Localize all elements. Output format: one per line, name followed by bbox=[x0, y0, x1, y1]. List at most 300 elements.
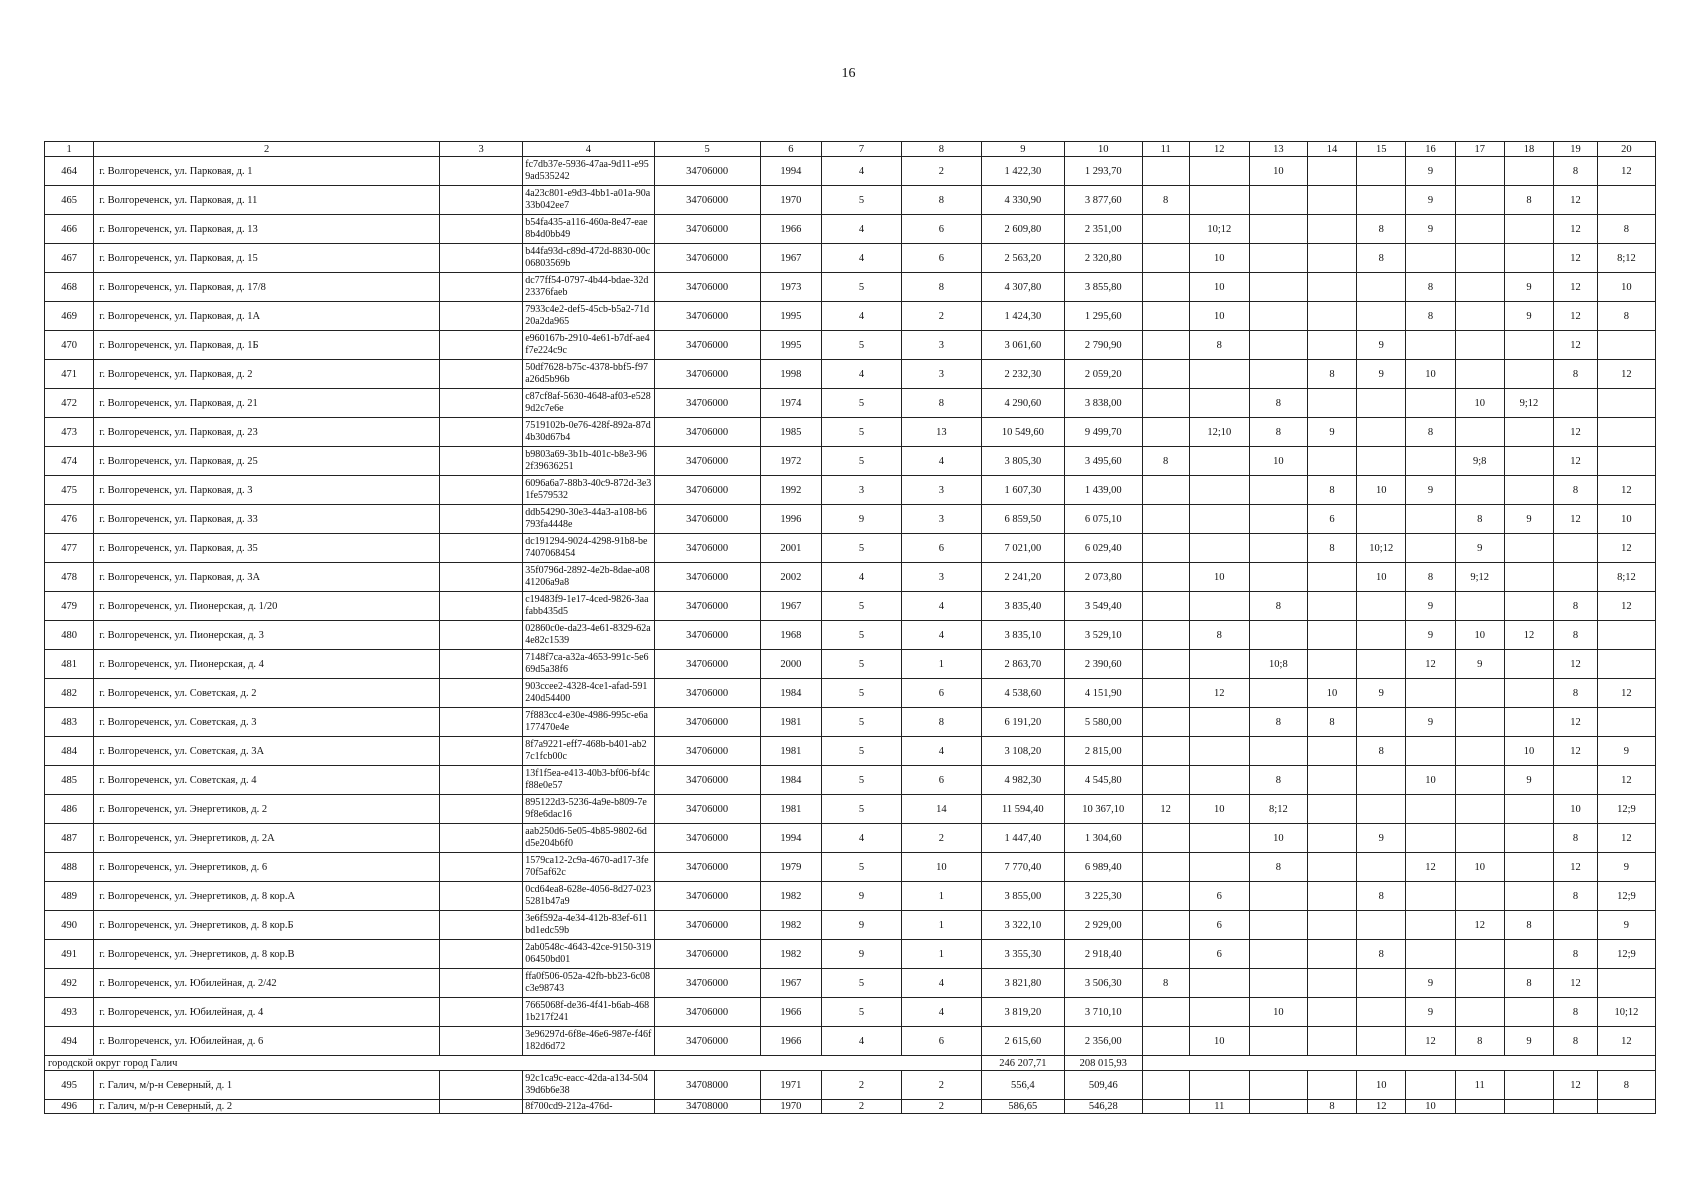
col-12-cell bbox=[1189, 766, 1249, 795]
fias-guid-cell: 7148f7ca-a32a-4653-991c-5e669d5a38f6 bbox=[523, 650, 654, 679]
year-built-cell: 1981 bbox=[760, 708, 821, 737]
col-11-cell bbox=[1142, 331, 1189, 360]
col-15-cell: 8 bbox=[1357, 940, 1406, 969]
col-16-cell: 9 bbox=[1406, 621, 1455, 650]
col-3-cell bbox=[440, 998, 523, 1027]
col-19-cell: 8 bbox=[1554, 882, 1598, 911]
col-14-cell: 8 bbox=[1307, 708, 1356, 737]
floors-cell: 5 bbox=[822, 766, 902, 795]
column-number-header: 9 bbox=[981, 142, 1064, 157]
row-number-cell: 478 bbox=[45, 563, 94, 592]
col-18-cell bbox=[1504, 534, 1553, 563]
col-13-cell bbox=[1249, 331, 1307, 360]
living-area-cell: 3 529,10 bbox=[1064, 621, 1142, 650]
entrances-cell: 6 bbox=[901, 244, 981, 273]
row-number-cell: 471 bbox=[45, 360, 94, 389]
col-16-cell: 9 bbox=[1406, 708, 1455, 737]
col-18-cell bbox=[1504, 476, 1553, 505]
fias-guid-cell: 50df7628-b75c-4378-bbf5-f97a26d5b96b bbox=[523, 360, 654, 389]
oktmo-code-cell: 34706000 bbox=[654, 505, 760, 534]
address-cell: г. Волгореченск, ул. Советская, д. 2 bbox=[94, 679, 440, 708]
total-area-cell: 2 241,20 bbox=[981, 563, 1064, 592]
table-row bbox=[45, 592, 1656, 621]
col-17-cell bbox=[1455, 186, 1504, 215]
oktmo-code-cell: 34708000 bbox=[654, 1071, 760, 1100]
oktmo-code-cell: 34706000 bbox=[654, 795, 760, 824]
col-18-cell bbox=[1504, 1100, 1553, 1114]
col-13-cell: 10 bbox=[1249, 447, 1307, 476]
col-20-cell: 12 bbox=[1597, 476, 1655, 505]
floors-cell: 9 bbox=[822, 940, 902, 969]
total-area-cell: 3 819,20 bbox=[981, 998, 1064, 1027]
col-11-cell bbox=[1142, 766, 1189, 795]
col-19-cell: 12 bbox=[1554, 447, 1598, 476]
col-20-cell: 10 bbox=[1597, 505, 1655, 534]
living-area-cell: 9 499,70 bbox=[1064, 418, 1142, 447]
year-built-cell: 1967 bbox=[760, 592, 821, 621]
col-16-cell: 8 bbox=[1406, 418, 1455, 447]
col-11-cell bbox=[1142, 824, 1189, 853]
living-area-cell: 2 918,40 bbox=[1064, 940, 1142, 969]
col-3-cell bbox=[440, 795, 523, 824]
living-area-cell: 1 295,60 bbox=[1064, 302, 1142, 331]
col-19-cell: 10 bbox=[1554, 795, 1598, 824]
col-13-cell bbox=[1249, 563, 1307, 592]
total-area-cell: 3 805,30 bbox=[981, 447, 1064, 476]
col-17-cell bbox=[1455, 766, 1504, 795]
col-12-cell bbox=[1189, 853, 1249, 882]
fias-guid-cell: 903ccee2-4328-4ce1-afad-591240d54400 bbox=[523, 679, 654, 708]
oktmo-code-cell: 34706000 bbox=[654, 447, 760, 476]
col-12-cell bbox=[1189, 708, 1249, 737]
column-number-header: 4 bbox=[523, 142, 654, 157]
col-18-cell bbox=[1504, 650, 1553, 679]
col-17-cell: 10 bbox=[1455, 853, 1504, 882]
oktmo-code-cell: 34706000 bbox=[654, 563, 760, 592]
entrances-cell: 8 bbox=[901, 186, 981, 215]
entrances-cell: 3 bbox=[901, 505, 981, 534]
fias-guid-cell: 92c1ca9c-eacc-42da-a134-50439d6b6e38 bbox=[523, 1071, 654, 1100]
living-area-cell: 2 390,60 bbox=[1064, 650, 1142, 679]
col-14-cell bbox=[1307, 563, 1356, 592]
row-number-cell: 481 bbox=[45, 650, 94, 679]
col-20-cell: 12 bbox=[1597, 766, 1655, 795]
total-area-cell: 1 447,40 bbox=[981, 824, 1064, 853]
col-19-cell bbox=[1554, 563, 1598, 592]
oktmo-code-cell: 34706000 bbox=[654, 737, 760, 766]
total-area-cell: 10 549,60 bbox=[981, 418, 1064, 447]
living-area-cell: 3 855,80 bbox=[1064, 273, 1142, 302]
year-built-cell: 1972 bbox=[760, 447, 821, 476]
col-12-cell bbox=[1189, 157, 1249, 186]
address-cell: г. Галич, м/р-н Северный, д. 1 bbox=[94, 1071, 440, 1100]
col-11-cell bbox=[1142, 911, 1189, 940]
living-area-cell: 4 151,90 bbox=[1064, 679, 1142, 708]
col-16-cell: 10 bbox=[1406, 766, 1455, 795]
col-13-cell: 10 bbox=[1249, 824, 1307, 853]
col-13-cell bbox=[1249, 969, 1307, 998]
col-12-cell bbox=[1189, 1071, 1249, 1100]
oktmo-code-cell: 34706000 bbox=[654, 1027, 760, 1056]
fias-guid-cell: 3e6f592a-4e34-412b-83ef-611bd1edc59b bbox=[523, 911, 654, 940]
col-16-cell bbox=[1406, 882, 1455, 911]
col-17-cell: 10 bbox=[1455, 389, 1504, 418]
col-16-cell bbox=[1406, 505, 1455, 534]
living-area-cell: 5 580,00 bbox=[1064, 708, 1142, 737]
floors-cell: 9 bbox=[822, 911, 902, 940]
floors-cell: 2 bbox=[822, 1071, 902, 1100]
floors-cell: 4 bbox=[822, 302, 902, 331]
oktmo-code-cell: 34706000 bbox=[654, 331, 760, 360]
oktmo-code-cell: 34708000 bbox=[654, 1100, 760, 1114]
entrances-cell: 10 bbox=[901, 853, 981, 882]
table-row bbox=[45, 737, 1656, 766]
table-row bbox=[45, 621, 1656, 650]
col-11-cell bbox=[1142, 418, 1189, 447]
col-20-cell bbox=[1597, 447, 1655, 476]
col-13-cell: 10 bbox=[1249, 157, 1307, 186]
oktmo-code-cell: 34706000 bbox=[654, 418, 760, 447]
floors-cell: 4 bbox=[822, 157, 902, 186]
table-row bbox=[45, 998, 1656, 1027]
floors-cell: 5 bbox=[822, 418, 902, 447]
col-12-cell: 11 bbox=[1189, 1100, 1249, 1114]
entrances-cell: 3 bbox=[901, 476, 981, 505]
living-area-cell: 6 989,40 bbox=[1064, 853, 1142, 882]
col-17-cell: 9;8 bbox=[1455, 447, 1504, 476]
total-area-cell: 3 835,10 bbox=[981, 621, 1064, 650]
col-15-cell: 10 bbox=[1357, 563, 1406, 592]
total-area-cell: 1 607,30 bbox=[981, 476, 1064, 505]
col-20-cell: 8;12 bbox=[1597, 244, 1655, 273]
col-12-cell bbox=[1189, 505, 1249, 534]
year-built-cell: 2001 bbox=[760, 534, 821, 563]
col-12-cell bbox=[1189, 969, 1249, 998]
col-19-cell: 8 bbox=[1554, 824, 1598, 853]
year-built-cell: 1970 bbox=[760, 1100, 821, 1114]
col-20-cell bbox=[1597, 621, 1655, 650]
oktmo-code-cell: 34706000 bbox=[654, 186, 760, 215]
address-cell: г. Волгореченск, ул. Парковая, д. 23 bbox=[94, 418, 440, 447]
col-16-cell bbox=[1406, 389, 1455, 418]
floors-cell: 2 bbox=[822, 1100, 902, 1114]
floors-cell: 5 bbox=[822, 969, 902, 998]
oktmo-code-cell: 34706000 bbox=[654, 592, 760, 621]
entrances-cell: 6 bbox=[901, 1027, 981, 1056]
year-built-cell: 1982 bbox=[760, 911, 821, 940]
col-16-cell: 8 bbox=[1406, 563, 1455, 592]
col-18-cell bbox=[1504, 998, 1553, 1027]
row-number-cell: 469 bbox=[45, 302, 94, 331]
fias-guid-cell: 3e96297d-6f8e-46e6-987e-f46f182d6d72 bbox=[523, 1027, 654, 1056]
oktmo-code-cell: 34706000 bbox=[654, 534, 760, 563]
total-area-cell: 4 330,90 bbox=[981, 186, 1064, 215]
row-number-cell: 473 bbox=[45, 418, 94, 447]
fias-guid-cell: ffa0f506-052a-42fb-bb23-6c08c3e98743 bbox=[523, 969, 654, 998]
col-17-cell bbox=[1455, 592, 1504, 621]
floors-cell: 5 bbox=[822, 853, 902, 882]
col-12-cell: 10 bbox=[1189, 244, 1249, 273]
col-14-cell bbox=[1307, 969, 1356, 998]
living-area-cell: 3 710,10 bbox=[1064, 998, 1142, 1027]
col-19-cell: 12 bbox=[1554, 969, 1598, 998]
col-20-cell bbox=[1597, 969, 1655, 998]
col-14-cell bbox=[1307, 824, 1356, 853]
col-20-cell: 12;9 bbox=[1597, 940, 1655, 969]
col-15-cell bbox=[1357, 911, 1406, 940]
col-18-cell bbox=[1504, 882, 1553, 911]
col-15-cell bbox=[1357, 389, 1406, 418]
col-16-cell: 9 bbox=[1406, 998, 1455, 1027]
col-18-cell: 8 bbox=[1504, 911, 1553, 940]
col-13-cell bbox=[1249, 215, 1307, 244]
row-number-cell: 476 bbox=[45, 505, 94, 534]
col-16-cell: 10 bbox=[1406, 1100, 1455, 1114]
entrances-cell: 4 bbox=[901, 592, 981, 621]
address-cell: г. Волгореченск, ул. Парковая, д. 25 bbox=[94, 447, 440, 476]
living-area-cell: 3 549,40 bbox=[1064, 592, 1142, 621]
total-area-cell: 2 563,20 bbox=[981, 244, 1064, 273]
entrances-cell: 8 bbox=[901, 273, 981, 302]
address-cell: г. Волгореченск, ул. Энергетиков, д. 8 кор.А bbox=[94, 882, 440, 911]
col-19-cell bbox=[1554, 389, 1598, 418]
col-11-cell: 12 bbox=[1142, 795, 1189, 824]
table-row bbox=[45, 824, 1656, 853]
col-13-cell bbox=[1249, 476, 1307, 505]
column-number-header: 5 bbox=[654, 142, 760, 157]
floors-cell: 5 bbox=[822, 795, 902, 824]
column-number-header: 18 bbox=[1504, 142, 1553, 157]
col-13-cell: 8 bbox=[1249, 708, 1307, 737]
living-area-cell: 3 877,60 bbox=[1064, 186, 1142, 215]
floors-cell: 5 bbox=[822, 534, 902, 563]
col-3-cell bbox=[440, 302, 523, 331]
col-3-cell bbox=[440, 534, 523, 563]
column-number-header: 17 bbox=[1455, 142, 1504, 157]
table-row bbox=[45, 476, 1656, 505]
col-15-cell bbox=[1357, 592, 1406, 621]
col-20-cell bbox=[1597, 186, 1655, 215]
col-3-cell bbox=[440, 621, 523, 650]
col-19-cell bbox=[1554, 534, 1598, 563]
col-15-cell: 12 bbox=[1357, 1100, 1406, 1114]
col-19-cell: 8 bbox=[1554, 592, 1598, 621]
year-built-cell: 1967 bbox=[760, 969, 821, 998]
col-20-cell: 12 bbox=[1597, 679, 1655, 708]
col-13-cell: 8 bbox=[1249, 592, 1307, 621]
row-number-cell: 490 bbox=[45, 911, 94, 940]
group-empty-cells bbox=[1142, 1056, 1655, 1071]
col-19-cell: 12 bbox=[1554, 302, 1598, 331]
total-area-cell: 586,65 bbox=[981, 1100, 1064, 1114]
col-11-cell: 8 bbox=[1142, 186, 1189, 215]
total-area-cell: 7 021,00 bbox=[981, 534, 1064, 563]
col-12-cell bbox=[1189, 737, 1249, 766]
col-13-cell: 8 bbox=[1249, 853, 1307, 882]
column-number-header: 7 bbox=[822, 142, 902, 157]
col-20-cell bbox=[1597, 708, 1655, 737]
column-number-header: 10 bbox=[1064, 142, 1142, 157]
col-20-cell: 8;12 bbox=[1597, 563, 1655, 592]
address-cell: г. Волгореченск, ул. Парковая, д. 15 bbox=[94, 244, 440, 273]
col-18-cell: 9 bbox=[1504, 505, 1553, 534]
row-number-cell: 494 bbox=[45, 1027, 94, 1056]
col-13-cell bbox=[1249, 679, 1307, 708]
oktmo-code-cell: 34706000 bbox=[654, 882, 760, 911]
col-11-cell bbox=[1142, 940, 1189, 969]
col-12-cell: 10 bbox=[1189, 302, 1249, 331]
col-11-cell bbox=[1142, 157, 1189, 186]
col-14-cell bbox=[1307, 882, 1356, 911]
col-18-cell bbox=[1504, 1071, 1553, 1100]
col-16-cell: 12 bbox=[1406, 1027, 1455, 1056]
col-13-cell bbox=[1249, 940, 1307, 969]
col-15-cell bbox=[1357, 708, 1406, 737]
col-20-cell bbox=[1597, 650, 1655, 679]
fias-guid-cell: 7933c4e2-def5-45cb-b5a2-71d20a2da965 bbox=[523, 302, 654, 331]
floors-cell: 3 bbox=[822, 476, 902, 505]
floors-cell: 4 bbox=[822, 824, 902, 853]
fias-guid-cell: 02860c0e-da23-4e61-8329-62a4e82c1539 bbox=[523, 621, 654, 650]
row-number-cell: 470 bbox=[45, 331, 94, 360]
col-11-cell: 8 bbox=[1142, 969, 1189, 998]
address-cell: г. Волгореченск, ул. Парковая, д. 1 bbox=[94, 157, 440, 186]
col-15-cell: 9 bbox=[1357, 824, 1406, 853]
col-16-cell: 9 bbox=[1406, 215, 1455, 244]
col-20-cell: 8 bbox=[1597, 1071, 1655, 1100]
col-20-cell bbox=[1597, 418, 1655, 447]
col-16-cell bbox=[1406, 737, 1455, 766]
row-number-cell: 493 bbox=[45, 998, 94, 1027]
col-3-cell bbox=[440, 418, 523, 447]
floors-cell: 4 bbox=[822, 215, 902, 244]
entrances-cell: 3 bbox=[901, 360, 981, 389]
col-19-cell: 8 bbox=[1554, 1027, 1598, 1056]
col-14-cell: 8 bbox=[1307, 534, 1356, 563]
entrances-cell: 4 bbox=[901, 737, 981, 766]
col-17-cell bbox=[1455, 157, 1504, 186]
year-built-cell: 1996 bbox=[760, 505, 821, 534]
col-17-cell: 10 bbox=[1455, 621, 1504, 650]
col-11-cell bbox=[1142, 708, 1189, 737]
col-14-cell bbox=[1307, 795, 1356, 824]
col-20-cell bbox=[1597, 389, 1655, 418]
row-number-cell: 477 bbox=[45, 534, 94, 563]
oktmo-code-cell: 34706000 bbox=[654, 621, 760, 650]
col-20-cell: 12 bbox=[1597, 157, 1655, 186]
col-14-cell bbox=[1307, 157, 1356, 186]
floors-cell: 5 bbox=[822, 186, 902, 215]
total-area-cell: 2 609,80 bbox=[981, 215, 1064, 244]
col-16-cell bbox=[1406, 1071, 1455, 1100]
row-number-cell: 472 bbox=[45, 389, 94, 418]
table-row bbox=[45, 1027, 1656, 1056]
table-row bbox=[45, 273, 1656, 302]
col-17-cell bbox=[1455, 824, 1504, 853]
col-3-cell bbox=[440, 389, 523, 418]
row-number-cell: 484 bbox=[45, 737, 94, 766]
col-16-cell: 10 bbox=[1406, 360, 1455, 389]
col-17-cell bbox=[1455, 882, 1504, 911]
col-19-cell: 12 bbox=[1554, 737, 1598, 766]
total-area-cell: 556,4 bbox=[981, 1071, 1064, 1100]
row-number-cell: 475 bbox=[45, 476, 94, 505]
col-11-cell bbox=[1142, 302, 1189, 331]
row-number-cell: 468 bbox=[45, 273, 94, 302]
col-3-cell bbox=[440, 476, 523, 505]
col-3-cell bbox=[440, 911, 523, 940]
table-row bbox=[45, 766, 1656, 795]
living-area-cell: 3 838,00 bbox=[1064, 389, 1142, 418]
group-label: городской округ город Галич bbox=[45, 1056, 982, 1071]
oktmo-code-cell: 34706000 bbox=[654, 273, 760, 302]
col-15-cell bbox=[1357, 157, 1406, 186]
year-built-cell: 1981 bbox=[760, 795, 821, 824]
row-number-cell: 485 bbox=[45, 766, 94, 795]
year-built-cell: 1994 bbox=[760, 157, 821, 186]
col-12-cell bbox=[1189, 534, 1249, 563]
col-18-cell bbox=[1504, 563, 1553, 592]
living-area-cell: 6 075,10 bbox=[1064, 505, 1142, 534]
row-number-cell: 474 bbox=[45, 447, 94, 476]
col-3-cell bbox=[440, 1027, 523, 1056]
table-row bbox=[45, 679, 1656, 708]
col-17-cell: 11 bbox=[1455, 1071, 1504, 1100]
row-number-cell: 483 bbox=[45, 708, 94, 737]
oktmo-code-cell: 34706000 bbox=[654, 650, 760, 679]
total-area-cell: 2 232,30 bbox=[981, 360, 1064, 389]
col-11-cell bbox=[1142, 737, 1189, 766]
floors-cell: 4 bbox=[822, 563, 902, 592]
col-16-cell bbox=[1406, 534, 1455, 563]
col-17-cell bbox=[1455, 1100, 1504, 1114]
col-13-cell bbox=[1249, 737, 1307, 766]
col-19-cell: 8 bbox=[1554, 940, 1598, 969]
total-area-cell: 3 108,20 bbox=[981, 737, 1064, 766]
col-11-cell bbox=[1142, 476, 1189, 505]
col-15-cell bbox=[1357, 1027, 1406, 1056]
col-20-cell: 10;12 bbox=[1597, 998, 1655, 1027]
table-row bbox=[45, 157, 1656, 186]
entrances-cell: 6 bbox=[901, 679, 981, 708]
living-area-cell: 2 790,90 bbox=[1064, 331, 1142, 360]
column-number-header: 14 bbox=[1307, 142, 1356, 157]
col-3-cell bbox=[440, 1100, 523, 1114]
entrances-cell: 2 bbox=[901, 302, 981, 331]
oktmo-code-cell: 34706000 bbox=[654, 998, 760, 1027]
col-19-cell: 8 bbox=[1554, 476, 1598, 505]
address-cell: г. Волгореченск, ул. Юбилейная, д. 2/42 bbox=[94, 969, 440, 998]
col-20-cell bbox=[1597, 331, 1655, 360]
col-3-cell bbox=[440, 824, 523, 853]
col-14-cell bbox=[1307, 766, 1356, 795]
year-built-cell: 1994 bbox=[760, 824, 821, 853]
entrances-cell: 3 bbox=[901, 563, 981, 592]
col-11-cell bbox=[1142, 679, 1189, 708]
col-18-cell bbox=[1504, 360, 1553, 389]
fias-guid-cell: 8f700cd9-212a-476d- bbox=[523, 1100, 654, 1114]
col-18-cell: 8 bbox=[1504, 186, 1553, 215]
floors-cell: 9 bbox=[822, 505, 902, 534]
address-cell: г. Волгореченск, ул. Советская, д. 3А bbox=[94, 737, 440, 766]
column-number-header: 6 bbox=[760, 142, 821, 157]
row-number-cell: 496 bbox=[45, 1100, 94, 1114]
total-area-cell: 11 594,40 bbox=[981, 795, 1064, 824]
col-11-cell bbox=[1142, 592, 1189, 621]
col-18-cell: 9 bbox=[1504, 1027, 1553, 1056]
entrances-cell: 2 bbox=[901, 1100, 981, 1114]
col-13-cell: 8;12 bbox=[1249, 795, 1307, 824]
